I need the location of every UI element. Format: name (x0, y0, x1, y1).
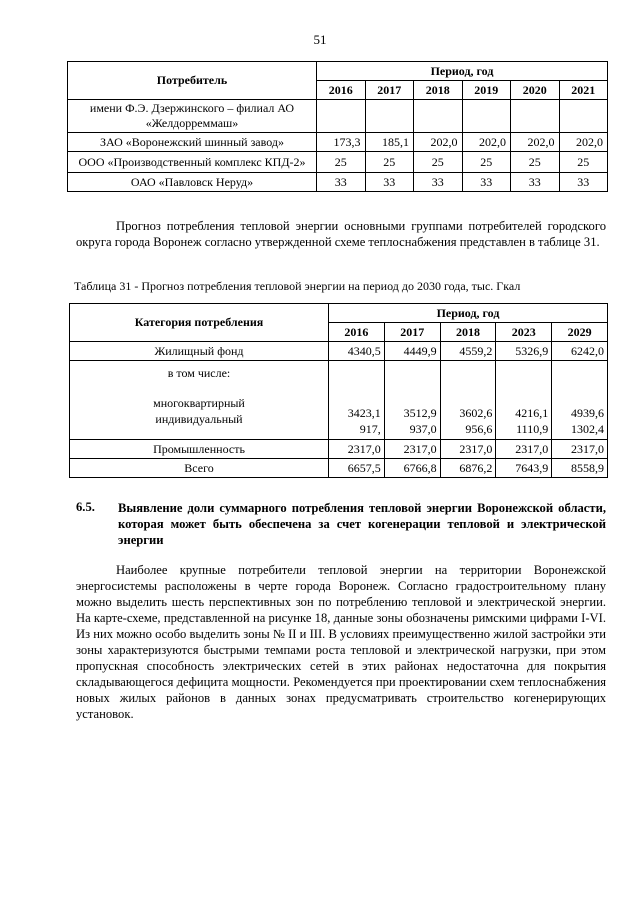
individual-label: индивидуальный (155, 412, 243, 426)
value-cell: 8558,9 (552, 459, 608, 478)
table-row (70, 459, 608, 478)
table-31 (69, 303, 608, 478)
value-cell: 6657,5 (329, 459, 385, 478)
value-cell: 4340,5 (329, 342, 385, 361)
value-cell: 25 (559, 152, 608, 173)
table-row (68, 133, 608, 152)
value-cell (329, 361, 385, 440)
table-row (68, 152, 608, 173)
individual-value: 956,6 (465, 422, 493, 436)
value-cell: 25 (365, 152, 414, 173)
header-period: Период, год (317, 62, 608, 81)
value-cell: 2317,0 (552, 440, 608, 459)
year-cell: 2018 (414, 81, 463, 100)
year-cell: 2016 (329, 323, 385, 342)
value-cell: 33 (414, 173, 463, 192)
table-row (70, 342, 608, 361)
header-consumer: Потребитель (68, 62, 317, 100)
year-cell: 2023 (496, 323, 552, 342)
value-cell (414, 100, 463, 133)
row-label-total: Всего (70, 459, 329, 478)
paragraph-forecast: Прогноз потребления тепловой энергии основными группами потребителей городского округа города Воронеж согласно утвержденной схеме теплоснабжения представлен в таблице 31. (76, 219, 606, 249)
value-cell (559, 100, 608, 133)
multi-value: 4216,1 (515, 406, 549, 420)
year-cell: 2017 (365, 81, 414, 100)
value-cell: 2317,0 (496, 440, 552, 459)
consumer-name: ОАО «Павловск Неруд» (68, 173, 317, 192)
year-cell: 2029 (552, 323, 608, 342)
individual-value: 1110,9 (516, 422, 549, 436)
value-cell: 4449,9 (384, 342, 440, 361)
year-cell: 2018 (440, 323, 496, 342)
value-cell: 7643,9 (496, 459, 552, 478)
header-category: Категория потребления (70, 304, 329, 342)
value-cell: 25 (414, 152, 463, 173)
year-cell: 2021 (559, 81, 608, 100)
table-row (70, 361, 608, 440)
value-cell (365, 100, 414, 133)
value-cell: 33 (462, 173, 511, 192)
value-cell: 25 (511, 152, 560, 173)
value-cell (462, 100, 511, 133)
value-cell: 2317,0 (384, 440, 440, 459)
value-cell (440, 361, 496, 440)
paragraph-cogeneration: Наиболее крупные потребители тепловой энергии на территории Воронежской энергосистемы расположены в черте города Воронеж. Согласно градостроительному плану можно выделить шесть перспективных зон по потреблению тепловой и электрической энергии. На карте-схеме, представленной на рисунке 18, данные зоны обозначены римскими цифрами I-VI. Из них можно особо выделить зоны № II и III. В условиях преимущественно жилой застройки эти зоны характеризуются быстрыми темпами роста тепловой и электрической нагрузки, при этом пропускная способность электрических сетей в этих районах недостаточна для покрытия складывающегося дефицита мощности. Рекомендуется при проектировании схем теплоснабжения новых жилых районов в данных зонах предусматривать строительство когенерирующих установок. (76, 563, 606, 721)
value-cell: 6876,2 (440, 459, 496, 478)
including-label: в том числе: (167, 366, 231, 380)
value-cell: 202,0 (462, 133, 511, 152)
multi-value: 3423,1 (347, 406, 381, 420)
value-cell: 173,3 (317, 133, 366, 152)
year-cell: 2019 (462, 81, 511, 100)
table-row (68, 173, 608, 192)
multi-label: многоквартирный (153, 396, 245, 410)
section-title: Выявление доли суммарного потребления тепловой энергии Воронежской области, которая может быть обеспечена за счет когенерации тепловой и электрической энергии (118, 501, 606, 547)
value-cell: 6242,0 (552, 342, 608, 361)
value-cell (317, 100, 366, 133)
section-number: 6.5. (76, 500, 95, 514)
value-cell (384, 361, 440, 440)
multi-value: 4939,6 (571, 406, 604, 420)
row-label-subgroup (70, 361, 329, 440)
consumer-name: имени Ф.Э. Дзержинского – филиал АО «Желдорреммаш» (68, 100, 317, 133)
year-cell: 2020 (511, 81, 560, 100)
value-cell: 4559,2 (440, 342, 496, 361)
consumer-name: ЗАО «Воронежский шинный завод» (68, 133, 317, 152)
consumer-name: ООО «Производственный комплекс КПД-2» (68, 152, 317, 173)
value-cell: 2317,0 (440, 440, 496, 459)
value-cell: 33 (511, 173, 560, 192)
year-cell: 2017 (384, 323, 440, 342)
row-label-industry: Промышленность (70, 440, 329, 459)
page-number: 51 (313, 32, 327, 47)
value-cell: 202,0 (414, 133, 463, 152)
row-label-housing: Жилищный фонд (70, 342, 329, 361)
value-cell: 33 (365, 173, 414, 192)
value-cell: 33 (559, 173, 608, 192)
value-cell (496, 361, 552, 440)
value-cell: 6766,8 (384, 459, 440, 478)
value-cell: 2317,0 (329, 440, 385, 459)
value-cell (552, 361, 608, 440)
value-cell: 25 (317, 152, 366, 173)
value-cell: 202,0 (511, 133, 560, 152)
individual-value: 917, (359, 422, 381, 436)
table-caption: Таблица 31 - Прогноз потребления тепловой энергии на период до 2030 года, тыс. Гкал (74, 279, 521, 293)
value-cell: 5326,9 (496, 342, 552, 361)
value-cell: 202,0 (559, 133, 608, 152)
year-cell: 2016 (317, 81, 366, 100)
multi-value: 3512,9 (403, 406, 437, 420)
value-cell: 185,1 (365, 133, 414, 152)
multi-value: 3602,6 (459, 406, 493, 420)
consumer-table (67, 61, 608, 192)
header-period: Период, год (329, 304, 608, 323)
value-cell: 25 (462, 152, 511, 173)
table-row (68, 100, 608, 133)
table-row (70, 440, 608, 459)
individual-value: 937,0 (409, 422, 437, 436)
value-cell: 33 (317, 173, 366, 192)
individual-value: 1302,4 (571, 422, 604, 436)
value-cell (511, 100, 560, 133)
